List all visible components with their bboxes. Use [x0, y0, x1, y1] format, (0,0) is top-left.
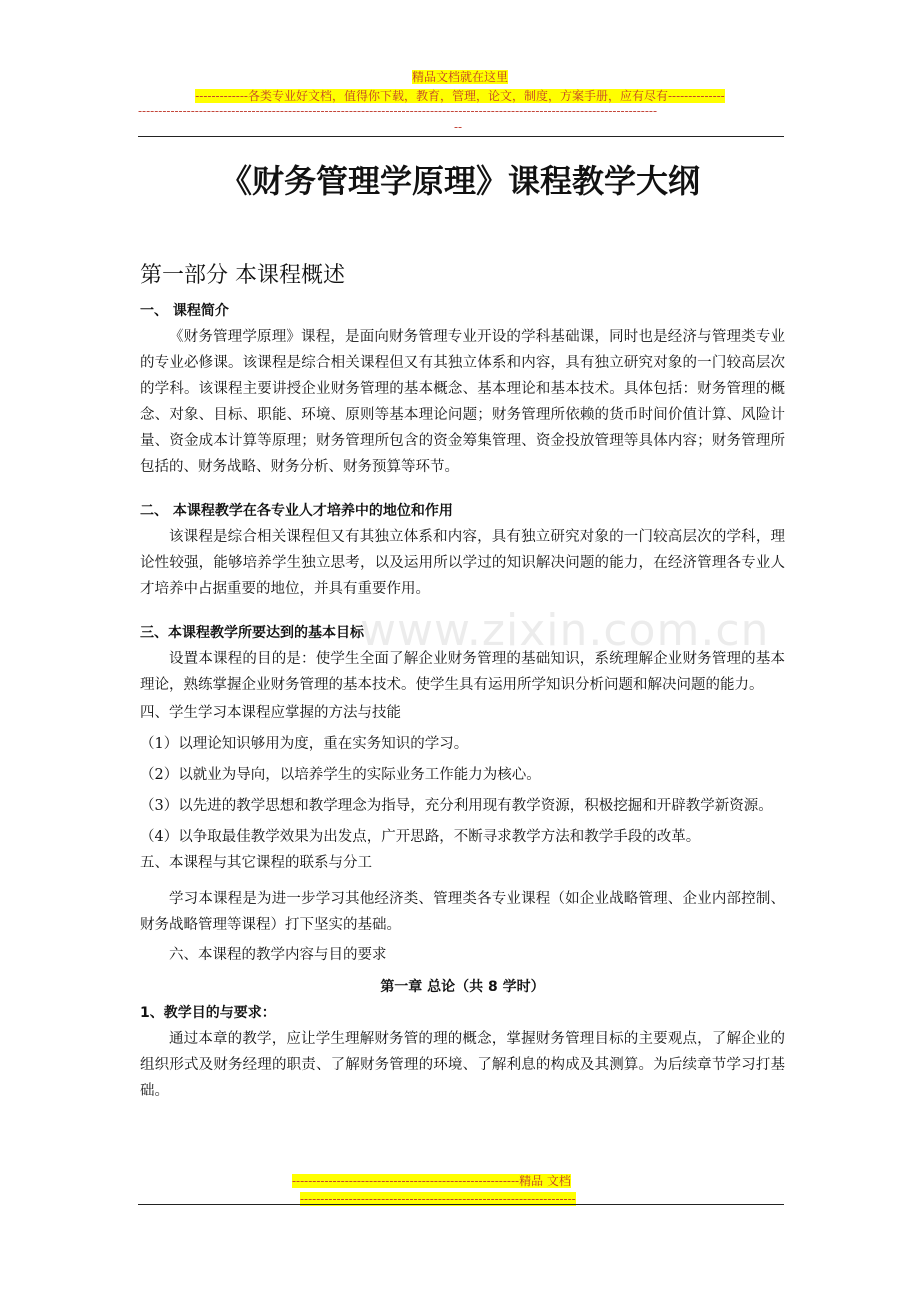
header-rule	[138, 136, 784, 137]
section-1-paragraph: 《财务管理学原理》课程，是面向财务管理专业开设的学科基础课，同时也是经济与管理类专业的专业必修课。该课程是综合相关课程但又有其独立体系和内容，具有独立研究对象的一门较高层次的学科。该课程主要讲授企业财务管理的基本概念、基本理论和基本技术。具体包括：财务管理的概念、对象、目标、职能、环境、原则等基本理论问题；财务管理所依赖的货币时间价值计算、风险计量、资金成本计算等原理；财务管理所包含的资金筹集管理、资金投放管理等具体内容；财务管理所包括的、财务战略、财务分析、财务预算等环节。	[140, 329, 785, 475]
document-body	[140, 260, 785, 1104]
footer-rule	[138, 1204, 784, 1205]
section-2-heading: 二、 本课程教学在各专业人才培养中的地位和作用	[140, 503, 453, 519]
document-title: 《财务管理学原理》课程教学大纲	[219, 162, 700, 200]
section-1-heading: 一、 课程简介	[140, 303, 229, 319]
chapter-1-subheading: 1、教学目的与要求：	[140, 1005, 276, 1021]
footer-banner-top	[292, 1170, 627, 1189]
watermark: www.zixin.com.cn	[360, 605, 770, 656]
chapter-1-paragraph: 通过本章的教学，应让学生理解财务管的理的概念，掌握财务管理目标的主要观点，了解企业的组织形式及财务经理的职责、了解财务管理的环境、了解利息的构成及其测算。为后续章节学习打基础。	[140, 1031, 785, 1099]
header-dash-row: --------------------------------------------------------------------------------------------------------------------------------	[138, 104, 657, 118]
chapter-1-heading: 第一章 总论（共 8 学时）	[380, 979, 545, 995]
header-banner-bottom	[0, 85, 920, 104]
list-item: （1）以理论知识够用为度，重在实务知识的学习。	[140, 736, 469, 752]
section-3-heading: 三、本课程教学所要达到的基本目标	[140, 625, 364, 641]
section-2-paragraph: 该课程是综合相关课程但又有其独立体系和内容，具有独立研究对象的一门较高层次的学科，理论性较强，能够培养学生独立思考，以及运用所以学过的知识解决问题的能力，在经济管理各专业人才培养中占据重要的地位，并具有重要作用。	[140, 529, 785, 597]
section-3-paragraph: 设置本课程的目的是：使学生全面了解企业财务管理的基础知识，系统理解企业财务管理的基本理论，熟练掌握企业财务管理的基本技术。使学生具有运用所学知识分析问题和解决问题的能力。	[140, 651, 785, 693]
list-item: （2）以就业为导向，以培养学生的实际业务工作能力为核心。	[140, 767, 541, 783]
footer-line-1: --------------------------------------------------------精品 文档	[292, 1174, 571, 1188]
section-6-heading: 六、本课程的教学内容与目的要求	[169, 947, 387, 963]
section-5-heading: 五、本课程与其它课程的联系与分工	[140, 855, 372, 871]
header-dash-tail: --	[454, 120, 463, 134]
footer-line-2: --------------------------------------------------------------------	[300, 1192, 576, 1206]
header-banner-top	[0, 66, 920, 85]
section-4-heading: 四、学生学习本课程应掌握的方法与技能	[140, 705, 401, 721]
part-heading: 第一部分 本课程概述	[140, 263, 345, 288]
header-line-2: -------------各类专业好文档，值得你下载，教育，管理，论文，制度，方案手册，应有尽有--------------	[195, 89, 725, 103]
header-line-1: 精品文档就在这里	[411, 70, 508, 84]
list-item: （3）以先进的教学思想和教学理念为指导，充分利用现有教学资源，积极挖掘和开辟教学新资源。	[140, 798, 773, 814]
section-5-paragraph: 学习本课程是为进一步学习其他经济类、管理类各专业课程（如企业战略管理、企业内部控制、财务战略管理等课程）打下坚实的基础。	[140, 891, 785, 933]
list-item: （4）以争取最佳教学效果为出发点，广开思路，不断寻求教学方法和教学手段的改革。	[140, 829, 701, 845]
